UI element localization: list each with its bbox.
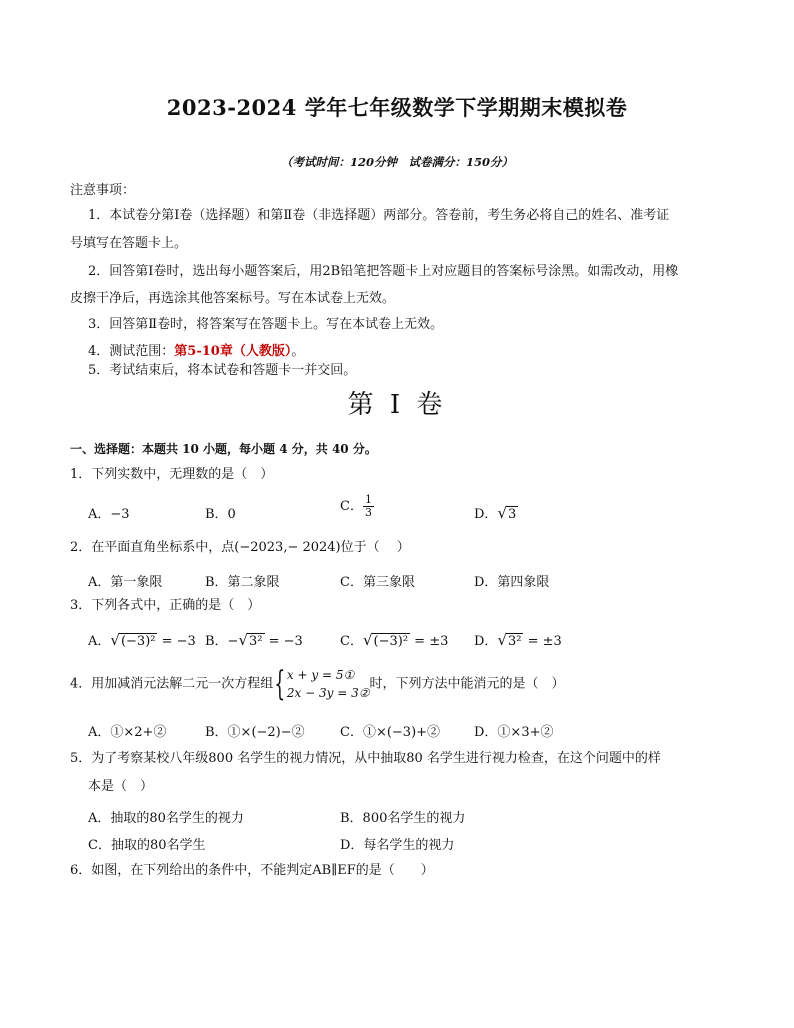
radicand: (−3)² xyxy=(120,634,156,649)
sqrt-symbol: √ xyxy=(497,631,507,649)
radicand: (−3)² xyxy=(373,634,409,649)
option-label: C． xyxy=(340,634,363,649)
question-4-option-d: D．①×3+② xyxy=(474,725,554,740)
question-5-option-d: D．每名学生的视力 xyxy=(340,838,455,853)
option-tail: = ±3 xyxy=(523,634,562,649)
question-4-stem xyxy=(70,666,565,702)
question-1-option-d xyxy=(474,503,518,522)
question-4-stem-prefix: 4．用加减消元法解二元一次方程组 xyxy=(70,676,274,692)
question-2-option-c: C．第三象限 xyxy=(340,575,415,590)
option-label: D． xyxy=(474,507,498,522)
equation-system xyxy=(287,666,370,702)
question-3-option-a xyxy=(88,630,196,649)
question-4-option-a: A．①×2+② xyxy=(88,725,167,740)
notice-4-prefix: 4．测试范围： xyxy=(88,344,175,359)
notice-header: 注意事项： xyxy=(70,183,136,198)
option-label: D． xyxy=(474,634,498,649)
sqrt-symbol: √ xyxy=(238,631,249,649)
notice-3: 3．回答第Ⅱ卷时，将答案写在答题卡上。写在本试卷上无效。 xyxy=(88,317,444,332)
question-4-stem-suffix: 时，下列方法中能消元的是（ ） xyxy=(369,676,565,692)
question-3-option-b xyxy=(205,630,303,649)
question-2-option-a: A．第一象限 xyxy=(88,575,163,590)
section-header: 一、选择题：本题共 10 小题，每小题 4 分，共 40 分。 xyxy=(70,442,377,456)
question-2-stem: 2．在平面直角坐标系中，点(−2023,− 2024)位于（ ） xyxy=(70,540,410,555)
option-tail: = −3 xyxy=(264,634,303,649)
notice-2-line-2: 皮擦干净后，再选涂其他答案标号。写在本试卷上无效。 xyxy=(70,291,396,306)
fraction xyxy=(363,494,374,519)
question-4-option-c: C．①×(−3)+② xyxy=(340,725,441,740)
radicand: 3 xyxy=(508,507,517,522)
question-1-option-a: A．−3 xyxy=(88,507,130,522)
question-2-option-d: D．第四象限 xyxy=(474,575,550,590)
question-5-option-c: C．抽取的80名学生 xyxy=(88,838,206,853)
exam-subtitle: （考试时间：120分钟 试卷满分：150分） xyxy=(280,155,513,169)
question-5-stem-line-2: 本是（ ） xyxy=(88,779,154,794)
notice-2-line-1: 2．回答第Ⅰ卷时，选出每小题答案后，用2B铅笔把答题卡上对应题目的答案标号涂黑。如需改动，用橡 xyxy=(88,264,679,279)
left-brace: { xyxy=(274,664,286,704)
sqrt-symbol: √ xyxy=(497,504,507,522)
fraction-numerator: 1 xyxy=(364,493,372,506)
option-label: B．− xyxy=(205,634,239,649)
question-3-option-c xyxy=(340,630,448,649)
option-tail: = ±3 xyxy=(410,634,449,649)
question-6-stem: 6．如图，在下列给出的条件中，不能判定AB∥EF的是（ ） xyxy=(70,863,434,878)
notice-5: 5．考试结束后，将本试卷和答题卡一并交回。 xyxy=(88,363,357,378)
question-1-option-b: B．0 xyxy=(205,507,236,522)
radicand: 3² xyxy=(508,634,522,649)
notice-4 xyxy=(88,343,304,361)
option-label: C． xyxy=(340,499,363,514)
notice-4-scope: 第5-10章（人教版） xyxy=(174,344,292,359)
question-1-stem: 1．下列实数中，无理数的是（ ） xyxy=(70,467,274,482)
exam-title: 2023-2024 学年七年级数学下学期期末模拟卷 xyxy=(166,95,628,120)
sqrt-symbol: √ xyxy=(110,631,120,649)
question-5-option-b: B．800名学生的视力 xyxy=(340,811,466,826)
equation-1: x + y = 5① xyxy=(286,668,355,682)
question-5-option-a: A．抽取的80名学生的视力 xyxy=(88,811,244,826)
question-3-stem: 3．下列各式中，正确的是（ ） xyxy=(70,598,261,613)
question-2-option-b: B．第二象限 xyxy=(205,575,280,590)
question-5-stem-line-1: 5．为了考察某校八年级800 名学生的视力情况，从中抽取80 名学生进行视力检查，在这个问题中的样 xyxy=(70,751,661,766)
option-label: A． xyxy=(88,634,111,649)
equation-2: 2x − 3y = 3② xyxy=(286,686,370,700)
question-3-option-d xyxy=(474,630,562,649)
radicand: 3² xyxy=(249,634,263,649)
notice-4-suffix: 。 xyxy=(291,344,305,359)
volume-title: 第 I 卷 xyxy=(347,390,447,420)
notice-1-line-2: 号填写在答题卡上。 xyxy=(70,236,188,251)
question-1-option-c xyxy=(340,494,374,519)
sqrt-symbol: √ xyxy=(362,631,373,649)
option-tail: = −3 xyxy=(157,634,196,649)
fraction-denominator: 3 xyxy=(364,506,372,519)
notice-1-line-1: 1．本试卷分第Ⅰ卷（选择题）和第Ⅱ卷（非选择题）两部分。答卷前，考生务必将自己的姓名、准考证 xyxy=(88,208,670,223)
question-4-option-b: B．①×(−2)−② xyxy=(205,725,305,740)
